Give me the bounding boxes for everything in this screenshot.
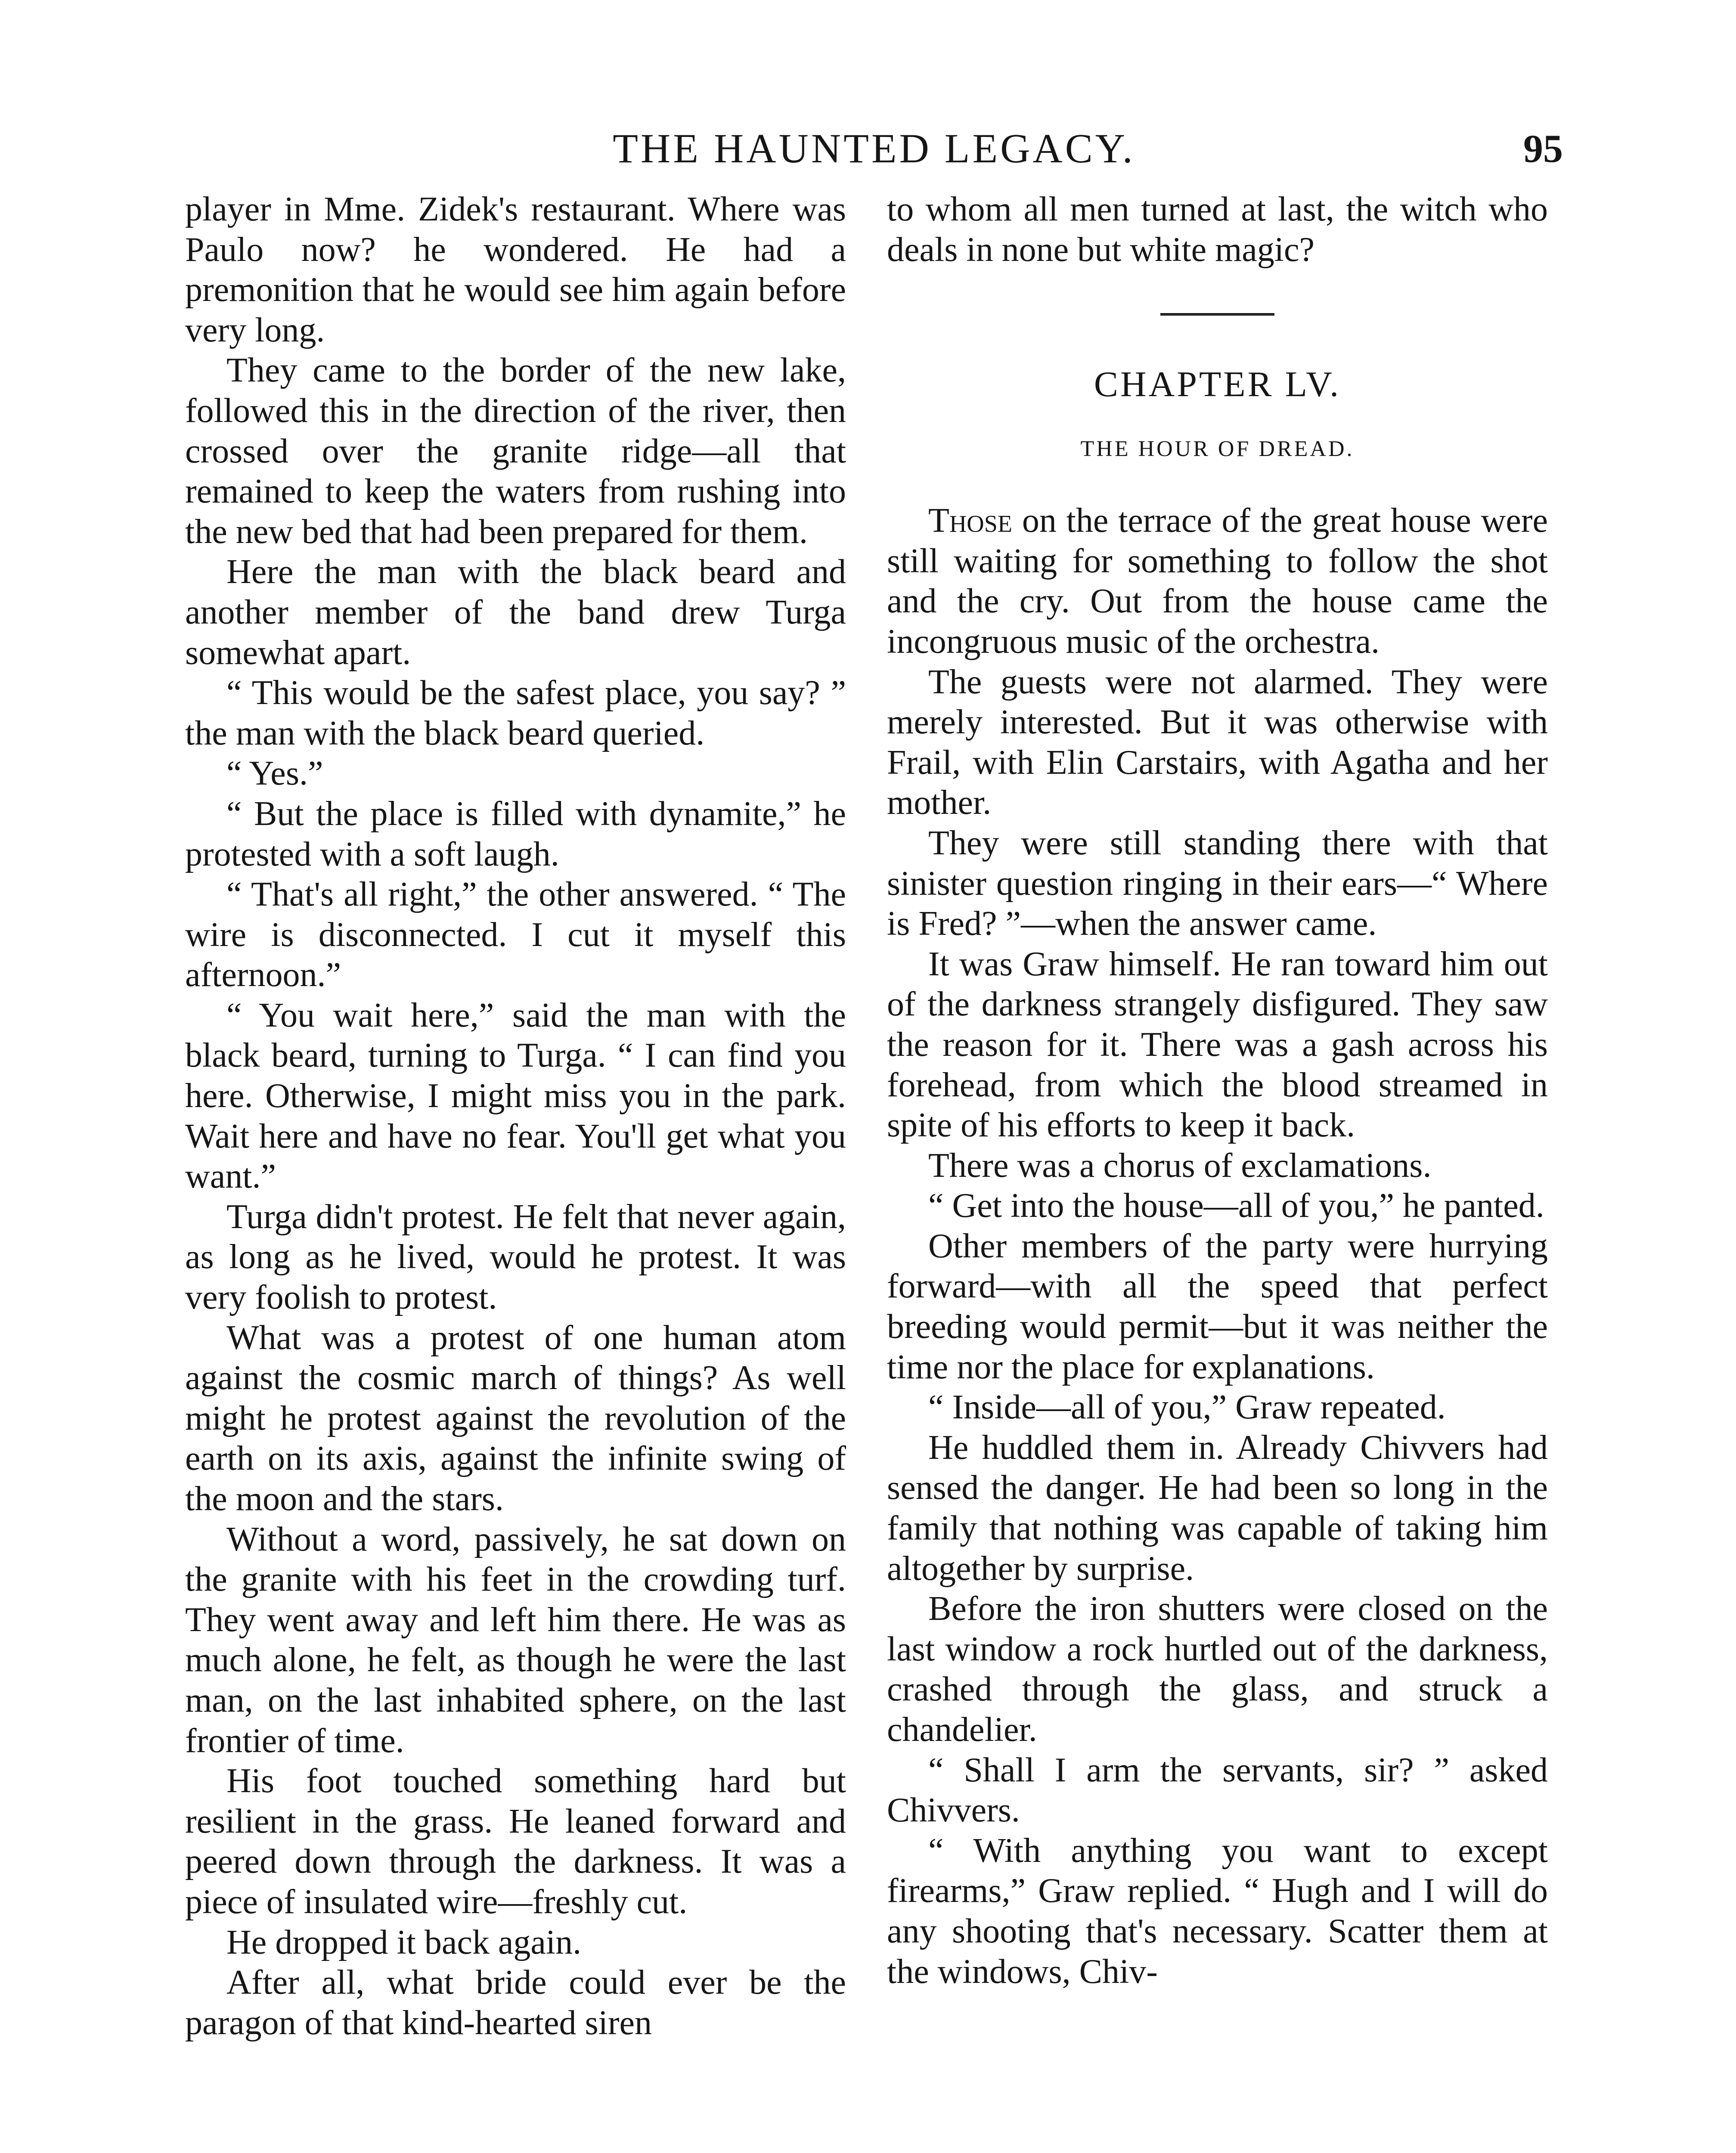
- chapter-first-word: Those: [928, 502, 1013, 540]
- paragraph: After all, what bride could ever be the paragon of that kind-hearted siren: [185, 1964, 846, 2042]
- paragraph: They came to the border of the new lake, followed this in the direction of the river, then crossed over the granite ridge—all that remained to keep the waters from rushing into the new bed that had been prepared for them.: [185, 351, 846, 551]
- paragraph: Here the man with the black beard and another member of the band drew Turga somewhat apart.: [185, 553, 846, 672]
- paragraph: He dropped it back again.: [226, 1923, 582, 1961]
- paragraph: “ With anything you want to except firearms,” Graw replied. “ Hugh and I will do any shooting that's necessary. Scatter them at the windows, Chiv-: [887, 1831, 1548, 1991]
- paragraph: “ Yes.”: [226, 754, 323, 793]
- paragraph-continuation: to whom all men turned at last, the witch who deals in none but white magic?: [887, 190, 1548, 269]
- paragraph: The guests were not alarmed. They were merely interested. But it was otherwise with Frail, with Elin Carstairs, with Agatha and her mother.: [887, 663, 1548, 822]
- paragraph-continuation: player in Mme. Zidek's restaurant. Where was Paulo now? he wondered. He had a premonition that he would see him again before very long.: [185, 190, 846, 349]
- paragraph: “ That's all right,” the other answered. “ The wire is disconnected. I cut it myself this afternoon.”: [185, 875, 846, 994]
- paragraph: “ Inside—all of you,” Graw repeated.: [928, 1388, 1446, 1427]
- paragraph: “ Shall I arm the servants, sir? ” asked Chivvers.: [887, 1751, 1548, 1830]
- paragraph: “ This would be the safest place, you say? ” the man with the black beard queried.: [185, 674, 846, 752]
- paragraph: “ Get into the house—all of you,” he panted.: [928, 1187, 1544, 1225]
- paragraph: There was a chorus of exclamations.: [928, 1146, 1432, 1185]
- paragraph: What was a protest of one human atom against the cosmic march of things? As well might he protest against the revolution of the earth on its axis, against the infinite swing of the moon and the stars.: [185, 1318, 846, 1518]
- paragraph: “ But the place is filled with dynamite,” he protested with a soft laugh.: [185, 794, 846, 873]
- paragraph: They were still standing there with that sinister question ringing in their ears—“ Where is Fred? ”—when the answer came.: [887, 824, 1548, 943]
- page-number: 95: [1523, 127, 1563, 171]
- right-column: [887, 189, 1548, 1992]
- paragraph: It was Graw himself. He ran toward him out of the darkness strangely disfigured. They saw the reason for it. There was a gash across his forehead, from which the blood streamed in spite of his efforts to keep it back.: [887, 945, 1548, 1145]
- paragraph: Turga didn't protest. He felt that never again, as long as he lived, would he protest. It was very foolish to protest.: [185, 1197, 846, 1317]
- section-divider: [1160, 313, 1274, 316]
- chapter-subtitle: THE HOUR OF DREAD.: [1080, 437, 1355, 462]
- running-title: THE HAUNTED LEGACY.: [613, 125, 1135, 171]
- opening-paragraph-text: on the terrace of the great house were still waiting for something to follow the shot and the cry. Out from the house came the incongruous music of the orchestra.: [887, 502, 1548, 661]
- chapter-title: CHAPTER LV.: [1094, 364, 1341, 405]
- page-header: [185, 116, 1563, 181]
- paragraph: He huddled them in. Already Chivvers had sensed the danger. He had been so long in the family that nothing was capable of taking him altogether by surprise.: [887, 1428, 1548, 1588]
- paragraph: His foot touched something hard but resilient in the grass. He leaned forward and peered down through the darkness. It was a piece of insulated wire—freshly cut.: [185, 1762, 846, 1921]
- chapter-opening-paragraph: [887, 501, 1548, 662]
- paragraph: Before the iron shutters were closed on the last window a rock hurtled out of the darkness, crashed through the glass, and struck a chandelier.: [887, 1590, 1548, 1749]
- paragraph: Other members of the party were hurrying forward—with all the speed that perfect breeding would permit—but it was neither the time nor the place for explanations.: [887, 1227, 1548, 1386]
- paragraph: Without a word, passively, he sat down on the granite with his feet in the crowding turf. They went away and left him there. He was as much alone, he felt, as though he were the last man, on the last inhabited sphere, on the last frontier of time.: [185, 1520, 846, 1760]
- paragraph: “ You wait here,” said the man with the black beard, turning to Turga. “ I can find you here. Otherwise, I might miss you in the park. Wait here and have no fear. You'll get what you want.”: [185, 996, 846, 1196]
- left-column: [185, 189, 846, 2043]
